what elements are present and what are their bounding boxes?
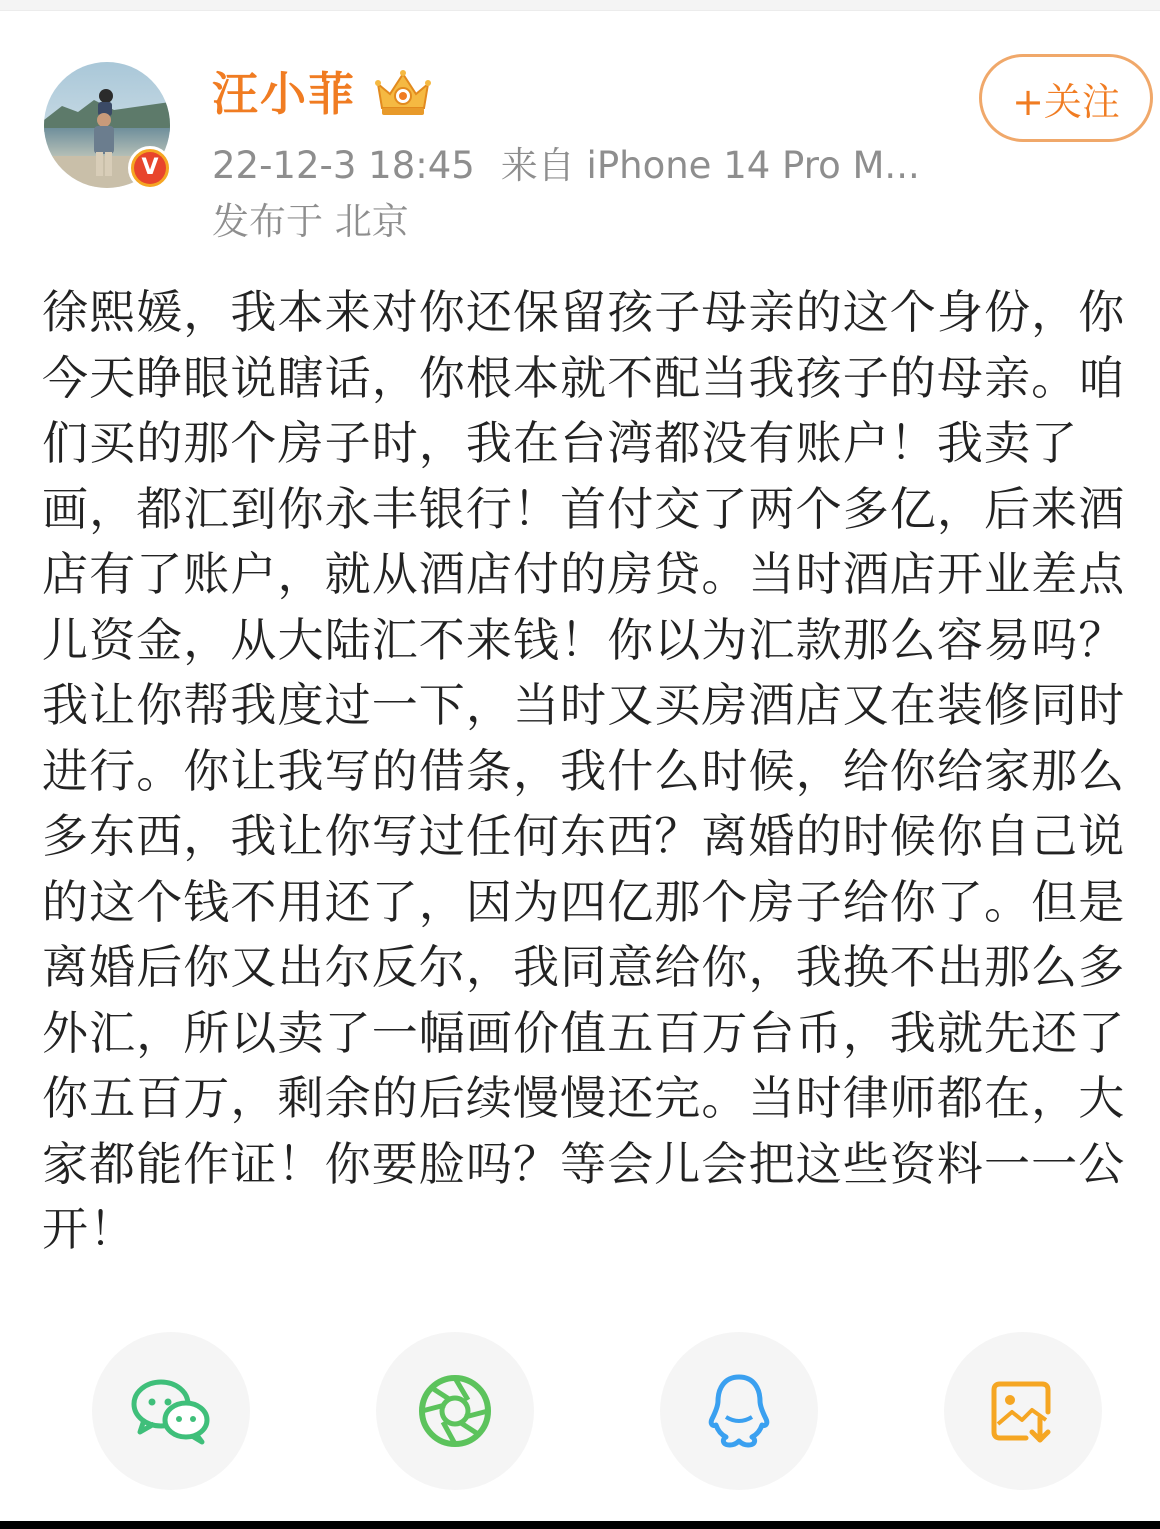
share-qq-button[interactable] bbox=[660, 1332, 818, 1490]
share-wechat-button[interactable] bbox=[92, 1332, 250, 1490]
qq-icon bbox=[704, 1371, 774, 1451]
post-meta bbox=[212, 140, 946, 192]
post-location: 发布于 北京 bbox=[212, 200, 409, 243]
post-timestamp: 22-12-3 18:45 bbox=[212, 144, 475, 187]
wechat-icon bbox=[130, 1376, 212, 1446]
crown-icon bbox=[372, 66, 434, 118]
save-image-button[interactable] bbox=[944, 1332, 1102, 1490]
moments-icon bbox=[416, 1372, 494, 1450]
top-divider bbox=[0, 0, 1160, 11]
verified-v-icon: V bbox=[128, 146, 172, 190]
post-source: 来自 iPhone 14 Pro M... bbox=[500, 144, 920, 187]
follow-button[interactable]: +关注 bbox=[979, 54, 1153, 142]
post-content: 徐熙媛，我本来对你还保留孩子母亲的这个身份，你今天睁眼说瞎话，你根本就不配当我孩子的母亲。咱们买的那个房子时，我在台湾都没有账户！我卖了画，都汇到你永丰银行！首付交了两个多亿，后来酒店有了账户，就从酒店付的房贷。当时酒店开业差点儿资金，从大陆汇不来钱！你以为汇款那么容易吗？我让你帮我度过一下，当时又买房酒店又在装修同时进行。你让我写的借条，我什么时候，给你给家那么多东西，我让你写过任何东西？离婚的时候你自己说的这个钱不用还了，因为四亿那个房子给你了。但是离婚后你又出尔反尔，我同意给你，我换不出那么多外汇，所以卖了一幅画价值五百万台币，我就先还了你五百万，剩余的后续慢慢还完。当时律师都在，大家都能作证！你要脸吗？等会儿会把这些资料一一公开！ bbox=[42, 285, 1126, 1256]
share-moments-button[interactable] bbox=[376, 1332, 534, 1490]
author-name[interactable]: 汪小菲 bbox=[212, 67, 356, 121]
save-image-icon bbox=[988, 1376, 1058, 1446]
bottom-edge bbox=[0, 1521, 1160, 1529]
